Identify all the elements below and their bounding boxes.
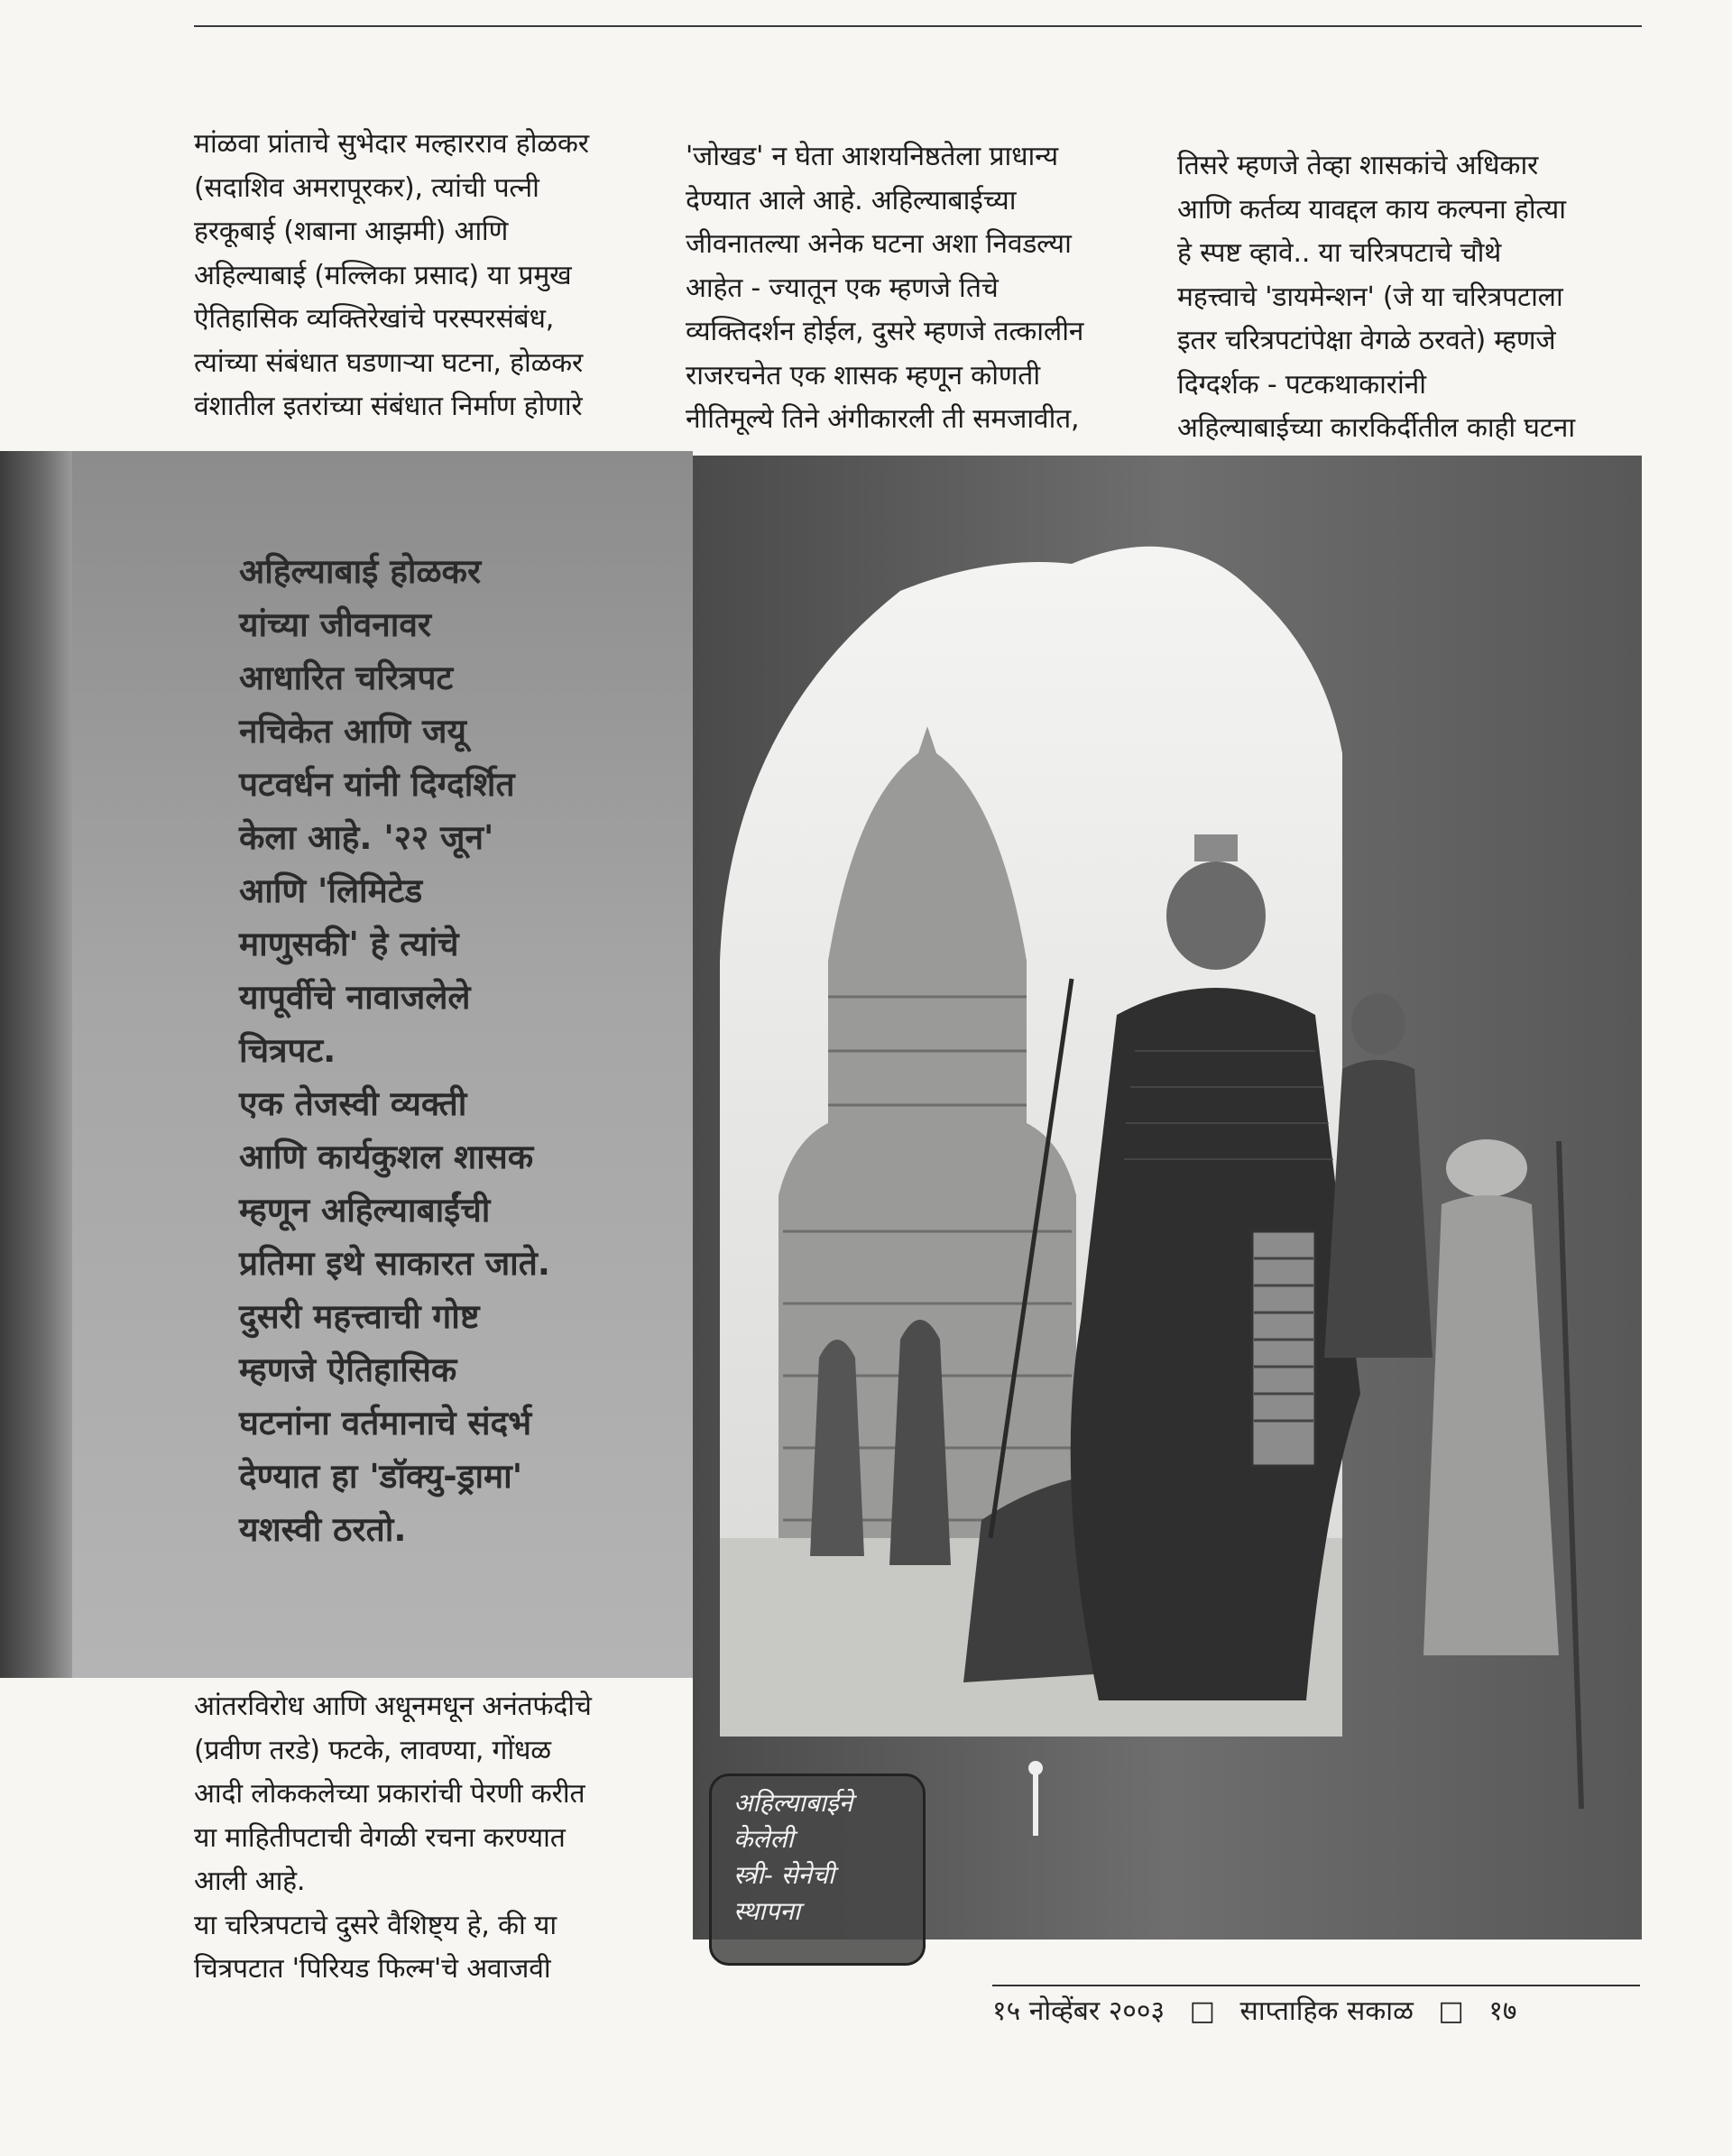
pull-quote-line: यशस्वी ठरतो. — [239, 1510, 407, 1549]
footer-rule — [992, 1985, 1640, 1986]
pull-quote-line: म्हणजे ऐतिहासिक — [239, 1350, 457, 1389]
pull-quote-line: एक तेजस्वी व्यक्ती — [239, 1084, 467, 1123]
text-line: त्यांच्या संबंधात घडणाऱ्या घटना, होळकर — [194, 346, 584, 379]
footer-separator: □ — [1189, 1995, 1215, 2027]
caption-line: केलेली — [733, 1824, 794, 1854]
text-line: (सदाशिव अमरापूरकर), त्यांची पत्नी — [194, 171, 539, 204]
pull-quote — [239, 545, 672, 1556]
text-line: चित्रपटात 'पिरियड फिल्म'चे अवाजवी — [194, 1953, 551, 1985]
pull-quote-line: दुसरी महत्त्वाची गोष्ट — [239, 1297, 480, 1336]
page-footer — [992, 1992, 1642, 2032]
caption-line: स्थापना — [733, 1896, 801, 1926]
text-line: (प्रवीण तरडे) फटके, लावण्या, गोंधळ — [194, 1734, 551, 1766]
caption-line: स्त्री- सेनेची — [733, 1860, 835, 1890]
text-line: इतर चरित्रपटांपेक्षा वेगळे ठरवते) म्हणजे — [1177, 325, 1556, 356]
text-line: मांळवा प्रांताचे सुभेदार मल्हारराव होळकर — [194, 128, 589, 160]
article-column-3 — [1177, 144, 1642, 451]
top-rule — [194, 25, 1642, 27]
pull-quote-line: अहिल्याबाई होळकर — [239, 552, 482, 591]
text-line: आहेत - ज्यातून एक म्हणजे तिचे — [686, 272, 999, 304]
article-column-4 — [194, 1685, 681, 1992]
text-line: तिसरे म्हणजे तेव्हा शासकांचे अधिकार — [1177, 150, 1539, 181]
pull-quote-line: प्रतिमा इथे साकारत जाते. — [239, 1244, 550, 1283]
page-number: १७ — [1488, 1995, 1517, 2027]
caption-line: अहिल्याबाईने — [733, 1788, 853, 1818]
text-line: वंशातील इतरांच्या संबंधात निर्माण होणारे — [194, 391, 583, 422]
pull-quote-line: पटवर्धन यांनी दिग्दर्शित — [239, 765, 515, 804]
pull-quote-line: आणि कार्यकुशल शासक — [239, 1138, 534, 1176]
photo-caption — [709, 1774, 926, 1966]
pull-quote-line: म्हणून अहिल्याबाईंची — [239, 1191, 491, 1230]
publication-name: साप्ताहिक सकाळ — [1239, 1995, 1414, 2027]
text-line: दिग्दर्शक - पटकथाकारांनी — [1177, 368, 1426, 401]
pull-quote-line: घटनांना वर्तमानाचे संदर्भ — [239, 1404, 532, 1442]
text-line: देण्यात आले आहे. अहिल्याबाईच्या — [686, 184, 1017, 217]
pull-quote-line: यांच्या जीवनावर — [239, 605, 432, 644]
article-column-1 — [194, 123, 663, 429]
text-line: हे स्पष्ट व्हावे.. या चरित्रपटाचे चौथे — [1177, 237, 1502, 269]
pull-quote-line: आणि 'लिमिटेड — [239, 871, 423, 910]
text-line: नीतिमूल्ये तिने अंगीकारली ती समजावीत, — [686, 403, 1080, 435]
text-line: राजरचनेत एक शासक म्हणून कोणती — [686, 359, 1040, 392]
pull-quote-line: यापूर्वीचे नावाजलेले — [239, 978, 471, 1017]
pull-quote-line: माणुसकी' हे त्यांचे — [239, 925, 459, 963]
article-column-2 — [686, 135, 1150, 442]
text-line: व्यक्तिदर्शन होईल, दुसरे म्हणजे तत्कालीन — [686, 316, 1084, 347]
text-line: जीवनातल्या अनेक घटना अशा निवडल्या — [686, 228, 1072, 260]
text-line: आदी लोककलेच्या प्रकारांची पेरणी करीत — [194, 1778, 585, 1810]
text-line: आंतरविरोध आणि अधूनमधून अनंतफंदीचे — [194, 1691, 592, 1722]
pull-quote-line: चित्रपट. — [239, 1031, 336, 1070]
film-still-photo — [693, 456, 1642, 1939]
footer-separator: □ — [1438, 1995, 1464, 2027]
pull-quote-line: देण्यात हा 'डॉक्यु-ड्रामा' — [239, 1457, 523, 1496]
text-line: 'जोखड' न घेता आशयनिष्ठतेला प्राधान्य — [686, 141, 1058, 172]
text-line: या माहितीपटाची वेगळी रचना करण्यात — [194, 1821, 566, 1854]
text-line: आली आहे. — [194, 1866, 306, 1897]
pull-quote-line: आधारित चरित्रपट — [239, 659, 454, 697]
decorative-band — [0, 451, 72, 1678]
text-line: आणि कर्तव्य यावद्दल काय कल्पना होत्या — [1177, 193, 1566, 226]
text-line: अहिल्याबाई (मल्लिका प्रसाद) या प्रमुख — [194, 259, 572, 291]
film-still-illustration — [693, 456, 1642, 1939]
text-line: ऐतिहासिक व्यक्तिरेखांचे परस्परसंबंध, — [194, 303, 555, 335]
text-line: अहिल्याबाईच्या कारकिर्दीतील काही घटना — [1177, 412, 1575, 444]
text-line: हरकूबाई (शबाना आझमी) आणि — [194, 216, 509, 247]
issue-date: १५ नोव्हेंबर २००३ — [992, 1995, 1165, 2027]
text-line: या चरित्रपटाचे दुसरे वैशिष्ट्य हे, की या — [194, 1909, 557, 1941]
text-line: महत्त्वाचे 'डायमेन्शन' (जे या चरित्रपटाला — [1177, 281, 1563, 313]
pull-quote-line: केला आहे. '२२ जून' — [239, 818, 494, 857]
pull-quote-line: नचिकेत आणि जयू — [239, 712, 466, 751]
